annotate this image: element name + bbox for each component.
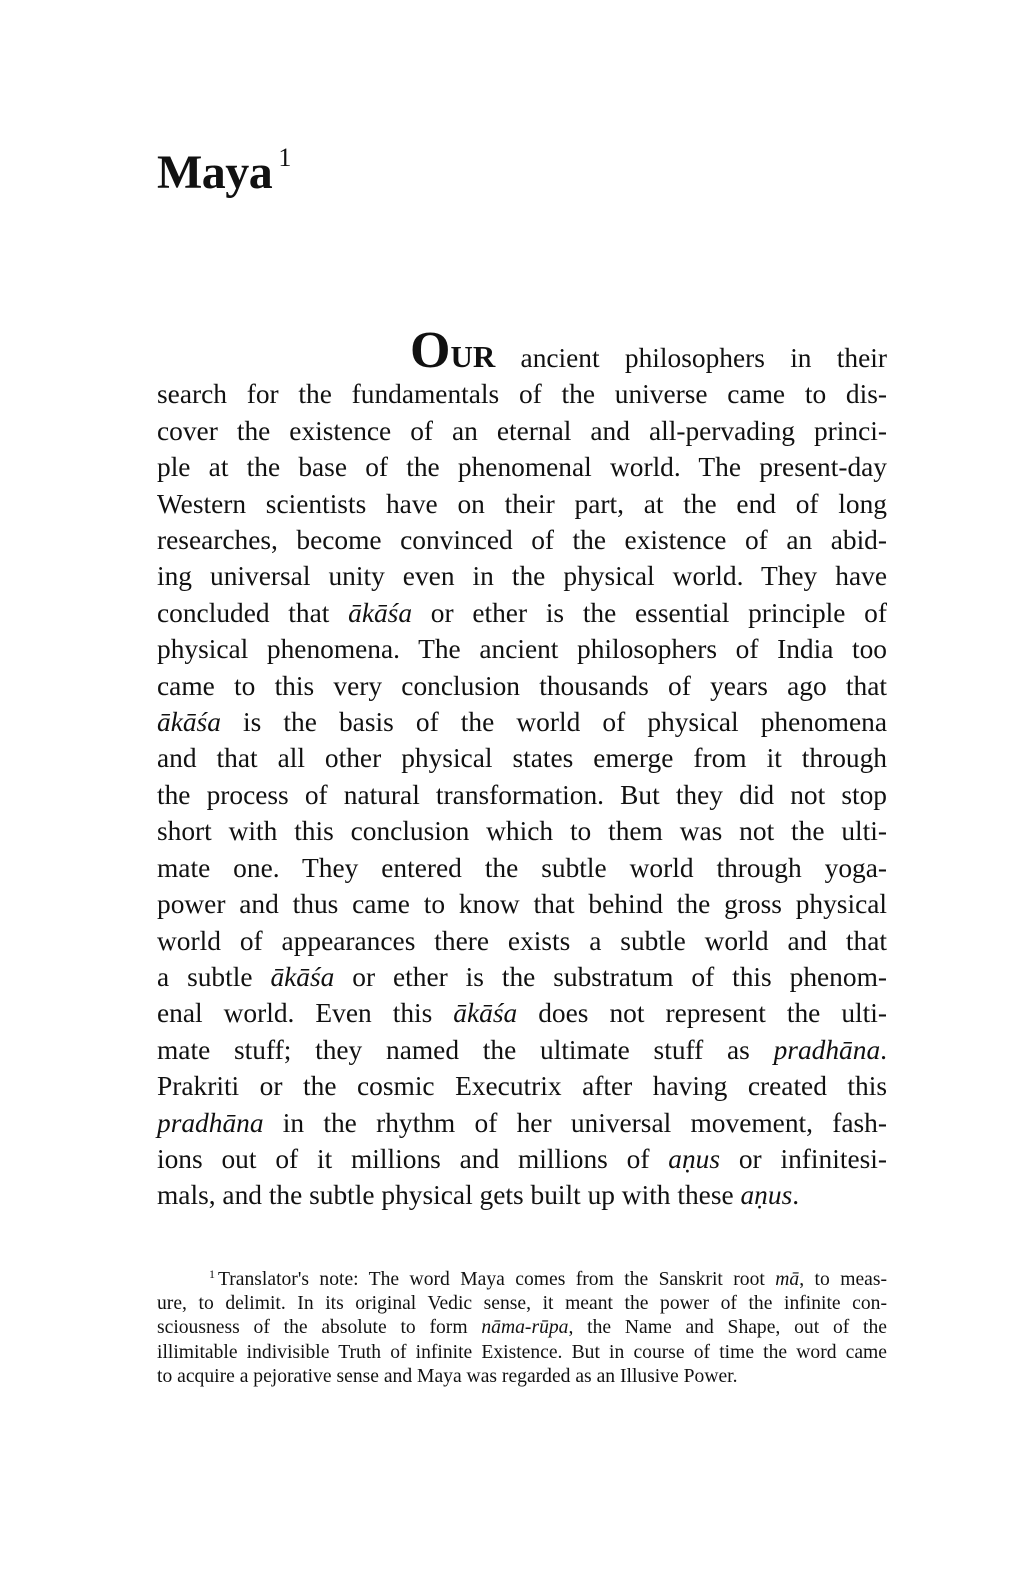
body-line: ions out of it millions and millions of aṇus or infinitesi- xyxy=(157,1143,888,1174)
chapter-title xyxy=(157,145,291,197)
footnote-line: to acquire a pejorative sense and Maya was regarded as an Illusive Power. xyxy=(157,1365,738,1387)
small-caps-lead: UR xyxy=(450,339,496,374)
footnote-line: illimitable indivisible Truth of infinite Existence. But in course of time the word came xyxy=(157,1341,887,1363)
body-line: a subtle ākāśa or ether is the substratum of this phenom- xyxy=(157,961,887,992)
body-line: mate one. They entered the subtle world through yoga- xyxy=(157,852,887,883)
body-line: ing universal unity even in the physical world. They have xyxy=(157,561,887,592)
body-line: cover the existence of an eternal and all-pervading princi- xyxy=(157,415,887,446)
body-line: came to this very conclusion thousands of years ago that xyxy=(157,670,887,701)
body-line: ple at the base of the phenomenal world. The present-day xyxy=(157,452,887,483)
sanskrit-term: ākāśa xyxy=(270,961,335,992)
sanskrit-term: pradhāna xyxy=(157,1107,264,1138)
body-line: Western scientists have on their part, at the end of long xyxy=(157,488,887,519)
body-line: mals, and the subtle physical gets built up with these aṇus. xyxy=(157,1180,800,1211)
sanskrit-term: ākāśa xyxy=(348,597,413,628)
chapter-title-text: Maya xyxy=(157,146,273,199)
body-line: concluded that ākāśa or ether is the essential principle of xyxy=(157,597,887,628)
body-line: pradhāna in the rhythm of her universal movement, fash- xyxy=(157,1107,887,1138)
sanskrit-term: pradhāna xyxy=(773,1034,881,1065)
body-line: OUR ancient philosophers in their xyxy=(410,322,887,379)
footnote-reference: 1 xyxy=(278,143,291,172)
sanskrit-term: ākāśa xyxy=(157,707,221,738)
footnote xyxy=(157,1262,887,1389)
sanskrit-term: aṇus xyxy=(668,1143,721,1174)
drop-cap: O xyxy=(410,322,451,379)
footnote-line: ure, to delimit. In its original Vedic sense, it meant the power of the infinite con- xyxy=(157,1293,887,1315)
sanskrit-term: aṇus xyxy=(740,1180,793,1211)
body-line: and that all other physical states emerge from it through xyxy=(157,743,887,774)
footnote-line: $^1$ Translator's note: The word Maya comes from the Sanskrit root mā, to meas- xyxy=(209,1267,887,1290)
footnote-line: sciousness of the absolute to form nāma-rūpa, the Name and Shape, out of the xyxy=(157,1317,887,1339)
body-line: short with this conclusion which to them was not the ulti- xyxy=(157,816,887,847)
body-paragraph xyxy=(157,322,888,1214)
body-line: power and thus came to know that behind the gross physical xyxy=(157,889,887,920)
body-line: mate stuff; they named the ultimate stuff as pradhāna. xyxy=(157,1034,887,1065)
body-line: researches, become convinced of the existence of an abid- xyxy=(157,525,887,556)
body-line: physical phenomena. The ancient philosophers of India too xyxy=(157,634,887,665)
body-line: world of appearances there exists a subtle world and that xyxy=(157,925,887,956)
sanskrit-term: nāma-rūpa xyxy=(481,1317,569,1339)
body-line: search for the fundamentals of the universe came to dis- xyxy=(157,379,887,410)
sanskrit-term: mā xyxy=(775,1269,800,1290)
body-line: ākāśa is the basis of the world of physical phenomena xyxy=(157,707,887,738)
sanskrit-term: ākāśa xyxy=(453,998,518,1029)
body-line: enal world. Even this ākāśa does not represent the ulti- xyxy=(157,998,887,1029)
body-line: the process of natural transformation. But they did not stop xyxy=(157,779,887,810)
footnote-marker: 1 xyxy=(209,1267,215,1281)
body-line: Prakriti or the cosmic Executrix after having created this xyxy=(157,1071,887,1102)
